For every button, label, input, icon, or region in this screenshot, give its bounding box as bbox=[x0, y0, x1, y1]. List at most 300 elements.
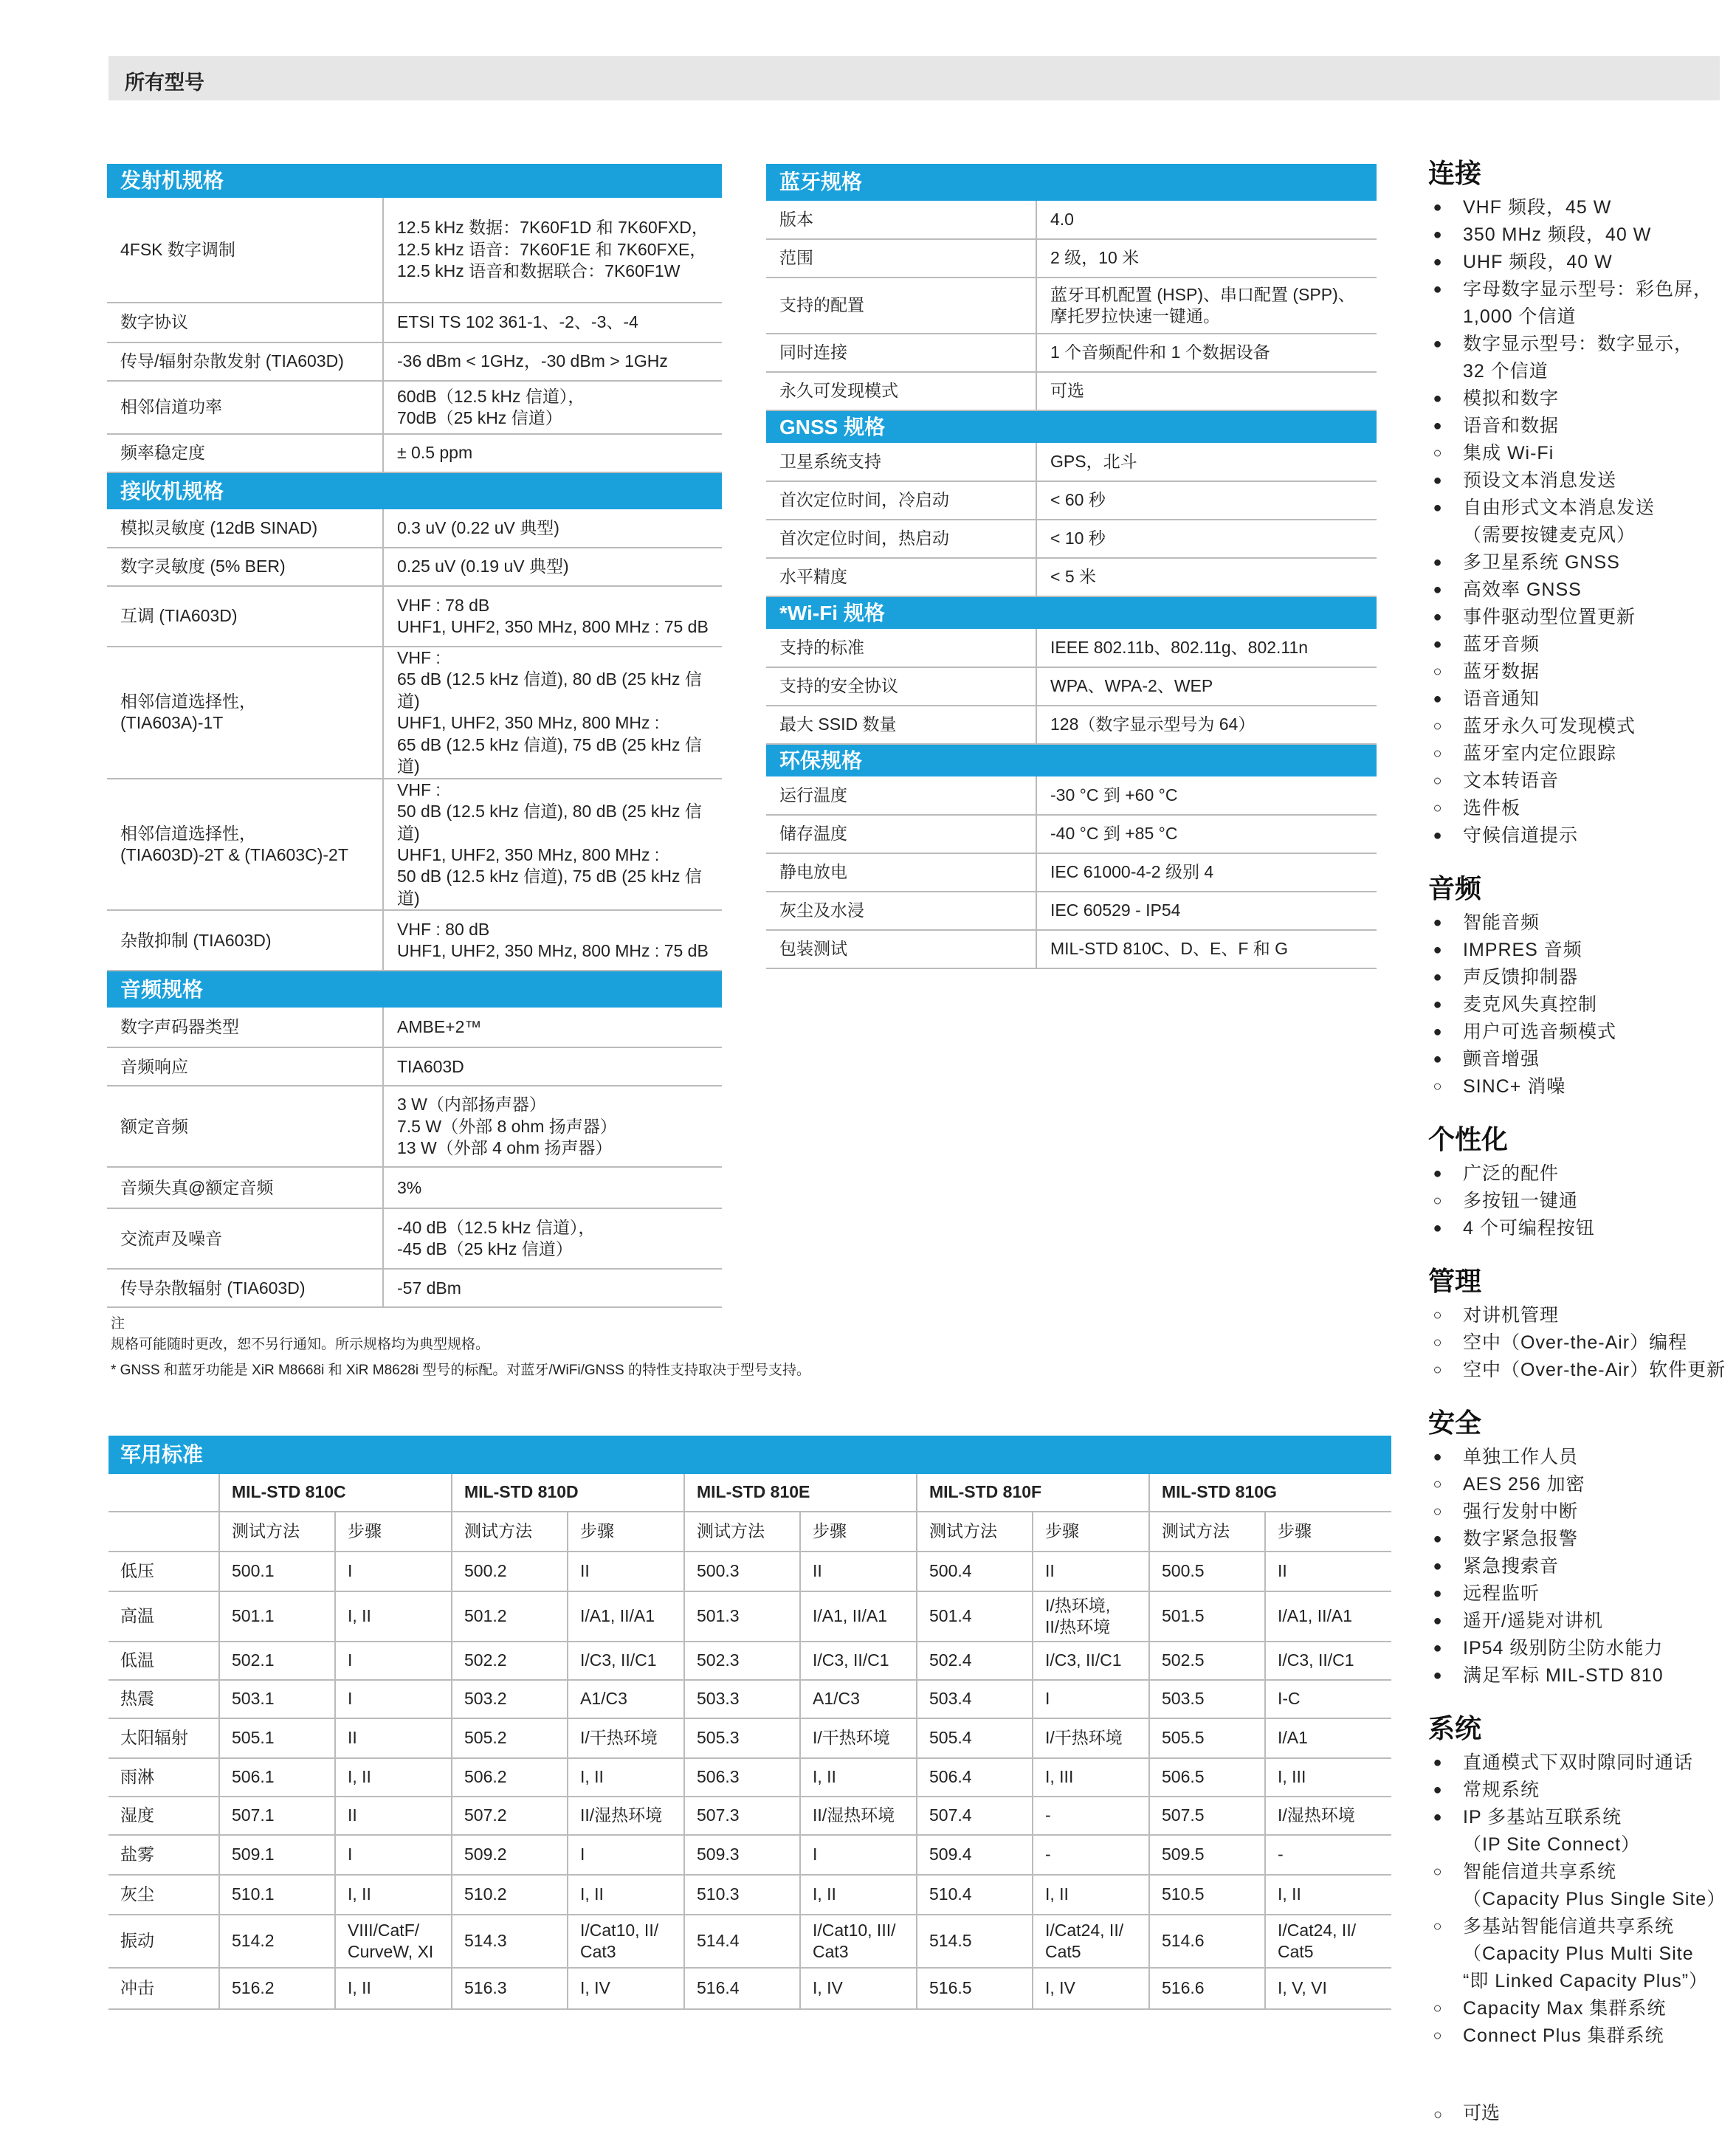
military-row bbox=[108, 1835, 1391, 1875]
step-value: I/Cat10, III/ Cat3 bbox=[800, 1915, 917, 1968]
bluetooth-title: 蓝牙规格 bbox=[766, 164, 1377, 201]
audio-header bbox=[107, 971, 722, 1008]
feature-item bbox=[1428, 1526, 1731, 1553]
notes bbox=[111, 1314, 810, 1381]
standard-bullet-icon: ● bbox=[1433, 1667, 1443, 1684]
gnss-value: < 10 秒 bbox=[1036, 520, 1377, 558]
step-header: 步骤 bbox=[800, 1512, 917, 1552]
step-value: I, III bbox=[1265, 1758, 1391, 1797]
step-value: I/干热环境 bbox=[568, 1718, 684, 1758]
bluetooth-label: 支持的配置 bbox=[766, 278, 1036, 334]
transmitter-row bbox=[107, 198, 722, 303]
feature-item bbox=[1428, 740, 1731, 768]
feature-item bbox=[1428, 1357, 1731, 1384]
feature-item bbox=[1428, 221, 1731, 249]
feature-text: 智能信道共享系统 （Capacity Plus Single Site） bbox=[1463, 1862, 1726, 1909]
feature-section bbox=[1428, 1123, 1731, 1242]
receiver-value: VHF : 78 dB UHF1, UHF2, 350 MHz, 800 MHz : 75 dB bbox=[383, 586, 722, 647]
transmitter-label: 相邻信道功率 bbox=[107, 381, 383, 434]
audio-value: TIA603D bbox=[383, 1047, 722, 1086]
bluetooth-row bbox=[766, 201, 1377, 239]
step-value: I, IV bbox=[568, 1968, 684, 2009]
standard-bullet-icon: ● bbox=[1433, 1558, 1443, 1574]
optional-bullet-icon: ○ bbox=[1433, 1193, 1443, 1209]
feature-item bbox=[1428, 331, 1731, 385]
receiver-title: 接收机规格 bbox=[107, 472, 722, 509]
method-header: 测试方法 bbox=[684, 1512, 800, 1552]
audio-row bbox=[107, 1086, 722, 1167]
feature-item bbox=[1428, 1046, 1731, 1073]
notes-line-2: * GNSS 和蓝牙功能是 XiR M8668i 和 XiR M8628i 型号的标配。对蓝牙/WiFi/GNSS 的特性支持取决于型号支持。 bbox=[111, 1363, 810, 1379]
step-value: I/C3, II/C1 bbox=[1265, 1642, 1391, 1680]
method-value: 500.5 bbox=[1149, 1552, 1265, 1591]
feature-item bbox=[1428, 549, 1731, 576]
feature-text: 4 个可编程按钮 bbox=[1463, 1218, 1595, 1239]
feature-text: 直通模式下双时隙同时通话 bbox=[1463, 1752, 1694, 1773]
transmitter-label: 数字协议 bbox=[107, 303, 383, 342]
test-name: 雨淋 bbox=[108, 1758, 219, 1797]
test-name: 灰尘 bbox=[108, 1875, 219, 1915]
feature-text: AES 256 加密 bbox=[1463, 1474, 1585, 1495]
feature-item bbox=[1428, 1019, 1731, 1046]
feature-item bbox=[1428, 467, 1731, 495]
feature-text: 数字显示型号：数字显示， 32 个信道 bbox=[1463, 334, 1694, 382]
feature-item bbox=[1428, 413, 1731, 440]
step-value: VIII/CatF/ CurveW, XI bbox=[335, 1915, 452, 1968]
optional-bullet-icon: ○ bbox=[1433, 1504, 1443, 1520]
gnss-row bbox=[766, 520, 1377, 558]
step-value: I/干热环境 bbox=[1033, 1718, 1149, 1758]
feature-item bbox=[1428, 964, 1731, 991]
receiver-label: 相邻信道选择性， (TIA603D)-2T & (TIA603C)-2T bbox=[107, 779, 383, 911]
wifi-label: 最大 SSID 数量 bbox=[766, 706, 1036, 744]
feature-section bbox=[1428, 1264, 1731, 1384]
method-value: 500.4 bbox=[917, 1552, 1033, 1591]
standard-bullet-icon: ● bbox=[1433, 1754, 1443, 1771]
optional-bullet-icon: ○ bbox=[1433, 1362, 1443, 1378]
receiver-row bbox=[107, 509, 722, 548]
environment-row bbox=[766, 892, 1377, 930]
feature-text: UHF 频段，40 W bbox=[1463, 252, 1613, 272]
feature-item bbox=[1428, 276, 1731, 331]
environment-row bbox=[766, 776, 1377, 815]
bluetooth-value: 2 级，10 米 bbox=[1036, 239, 1377, 278]
method-value: 507.3 bbox=[684, 1797, 800, 1835]
standards-row bbox=[108, 1474, 1391, 1512]
method-value: 514.4 bbox=[684, 1915, 800, 1968]
step-value: - bbox=[1265, 1835, 1391, 1875]
step-value: I, IV bbox=[800, 1968, 917, 2009]
standard-bullet-icon: ● bbox=[1433, 827, 1443, 844]
method-value: 505.3 bbox=[684, 1718, 800, 1758]
method-value: 514.3 bbox=[452, 1915, 568, 1968]
step-value: I/热环境, II/热环境 bbox=[1033, 1591, 1149, 1642]
standard-bullet-icon: ● bbox=[1433, 472, 1443, 489]
step-header: 步骤 bbox=[1033, 1512, 1149, 1552]
environment-label: 静电放电 bbox=[766, 853, 1036, 892]
method-header: 测试方法 bbox=[917, 1512, 1033, 1552]
gnss-value: < 5 米 bbox=[1036, 558, 1377, 596]
feature-text: VHF 频段，45 W bbox=[1463, 197, 1612, 218]
feature-text: 强行发射中断 bbox=[1463, 1501, 1579, 1522]
receiver-label: 模拟灵敏度 (12dB SINAD) bbox=[107, 509, 383, 548]
feature-text: IP54 级别防尘防水能力 bbox=[1463, 1638, 1664, 1659]
method-value: 510.2 bbox=[452, 1875, 568, 1915]
feature-text: 自由形式文本消息发送 （需要按键麦克风） bbox=[1463, 497, 1656, 545]
feature-text: 多按钮一键通 bbox=[1463, 1191, 1579, 1211]
method-value: 509.1 bbox=[219, 1835, 335, 1875]
standard-bullet-icon: ● bbox=[1433, 582, 1443, 598]
step-value: II bbox=[1265, 1552, 1391, 1591]
optional-bullet-icon: ○ bbox=[1433, 1864, 1443, 1880]
gnss-header bbox=[766, 410, 1377, 443]
feature-item bbox=[1428, 385, 1731, 413]
step-value: I/C3, II/C1 bbox=[568, 1642, 684, 1680]
feature-item bbox=[1428, 1635, 1731, 1662]
standard-bullet-icon: ● bbox=[1433, 1531, 1443, 1547]
standard-bullet-icon: ● bbox=[1433, 1449, 1443, 1465]
feature-item bbox=[1428, 1749, 1731, 1777]
environment-value: -30 °C 到 +60 °C bbox=[1036, 776, 1377, 815]
standard-bullet-icon: ● bbox=[1433, 996, 1443, 1013]
feature-item bbox=[1428, 495, 1731, 549]
step-value: A1/C3 bbox=[800, 1680, 917, 1718]
standard-bullet-icon: ● bbox=[1433, 609, 1443, 625]
optional-bullet-icon: ○ bbox=[1433, 773, 1443, 789]
method-value: 501.1 bbox=[219, 1591, 335, 1642]
standard-bullet-icon: ● bbox=[1433, 1051, 1443, 1067]
step-value: I/Cat24, II/ Cat5 bbox=[1033, 1915, 1149, 1968]
method-value: 502.2 bbox=[452, 1642, 568, 1680]
feature-text: 蓝牙永久可发现模式 bbox=[1463, 716, 1636, 737]
feature-section-title: 连接 bbox=[1428, 158, 1482, 188]
feature-item bbox=[1428, 1553, 1731, 1580]
transmitter-header bbox=[107, 164, 722, 198]
step-value: A1/C3 bbox=[568, 1680, 684, 1718]
feature-item bbox=[1428, 194, 1731, 221]
method-value: 514.2 bbox=[219, 1915, 335, 1968]
receiver-label: 相邻信道选择性， (TIA603A)-1T bbox=[107, 647, 383, 779]
military-standards-table bbox=[108, 1436, 1391, 2010]
optional-bullet-icon: ○ bbox=[1433, 2000, 1443, 2017]
feature-item bbox=[1428, 1859, 1731, 1913]
step-header: 步骤 bbox=[1265, 1512, 1391, 1552]
step-value: I, II bbox=[335, 1968, 452, 2009]
method-value: 503.4 bbox=[917, 1680, 1033, 1718]
step-value: I, II bbox=[1033, 1875, 1149, 1915]
bluetooth-value: 蓝牙耳机配置 (HSP)、串口配置 (SPP)、 摩托罗拉快速一键通。 bbox=[1036, 278, 1377, 334]
wifi-label: 支持的安全协议 bbox=[766, 667, 1036, 706]
feature-item bbox=[1428, 909, 1731, 937]
step-value: I bbox=[800, 1835, 917, 1875]
step-value: I, II bbox=[800, 1758, 917, 1797]
environment-value: IEC 61000-4-2 级别 4 bbox=[1036, 853, 1377, 892]
feature-text: 语音和数据 bbox=[1463, 416, 1560, 436]
feature-section-title: 系统 bbox=[1428, 1713, 1482, 1743]
method-value: 503.5 bbox=[1149, 1680, 1265, 1718]
standard-bullet-icon: ● bbox=[1433, 1640, 1443, 1656]
method-value: 503.2 bbox=[452, 1680, 568, 1718]
step-value: I/A1, II/A1 bbox=[1265, 1591, 1391, 1642]
standard-bullet-icon: ● bbox=[1433, 1165, 1443, 1182]
step-value: I bbox=[1033, 1680, 1149, 1718]
step-value: II bbox=[568, 1552, 684, 1591]
feature-text: 守候信道提示 bbox=[1463, 825, 1579, 846]
feature-item bbox=[1428, 937, 1731, 964]
audio-row bbox=[107, 1008, 722, 1047]
transmitter-label: 4FSK 数字调制 bbox=[107, 198, 383, 303]
military-row bbox=[108, 1718, 1391, 1758]
military-row bbox=[108, 1968, 1391, 2009]
feature-item bbox=[1428, 1608, 1731, 1635]
feature-item bbox=[1428, 440, 1731, 467]
feature-text: 蓝牙室内定位跟踪 bbox=[1463, 743, 1617, 764]
feature-item bbox=[1428, 1913, 1731, 1995]
method-value: 506.5 bbox=[1149, 1758, 1265, 1797]
receiver-row bbox=[107, 647, 722, 779]
empty-cell bbox=[108, 1512, 219, 1552]
feature-text: 智能音频 bbox=[1463, 912, 1540, 933]
page-title: 所有型号 bbox=[125, 72, 204, 94]
method-value: 507.5 bbox=[1149, 1797, 1265, 1835]
feature-text: 麦克风失真控制 bbox=[1463, 994, 1598, 1015]
wifi-title: *Wi-Fi 规格 bbox=[766, 596, 1377, 629]
test-name: 低温 bbox=[108, 1642, 219, 1680]
bluetooth-value: 4.0 bbox=[1036, 201, 1377, 239]
feature-text: 对讲机管理 bbox=[1463, 1305, 1560, 1326]
test-name: 低压 bbox=[108, 1552, 219, 1591]
feature-item bbox=[1428, 1188, 1731, 1215]
bluetooth-row bbox=[766, 278, 1377, 334]
method-value: 516.2 bbox=[219, 1968, 335, 2009]
step-value: I/A1 bbox=[1265, 1718, 1391, 1758]
feature-text: 字母数字显示型号：彩色屏， 1,000 个信道 bbox=[1463, 279, 1713, 327]
step-value: I, II bbox=[1265, 1875, 1391, 1915]
wifi-value: IEEE 802.11b、802.11g、802.11n bbox=[1036, 629, 1377, 667]
audio-row bbox=[107, 1167, 722, 1208]
environment-label: 运行温度 bbox=[766, 776, 1036, 815]
feature-text: 遥开/遥毙对讲机 bbox=[1463, 1611, 1603, 1631]
transmitter-label: 频率稳定度 bbox=[107, 434, 383, 472]
environment-row bbox=[766, 853, 1377, 892]
gnss-title: GNSS 规格 bbox=[766, 410, 1377, 443]
feature-item bbox=[1428, 991, 1731, 1019]
audio-value: -57 dBm bbox=[383, 1269, 722, 1307]
step-value: I bbox=[335, 1835, 452, 1875]
feature-text: 集成 Wi-Fi bbox=[1463, 443, 1554, 464]
feature-item bbox=[1428, 1073, 1731, 1101]
receiver-header bbox=[107, 472, 722, 509]
standard-bullet-icon: ● bbox=[1433, 1220, 1443, 1236]
step-value: I/Cat24, II/ Cat5 bbox=[1265, 1915, 1391, 1968]
feature-item bbox=[1428, 795, 1731, 822]
audio-value: 3% bbox=[383, 1167, 722, 1208]
feature-item bbox=[1428, 1302, 1731, 1329]
feature-item bbox=[1428, 1215, 1731, 1242]
method-value: 502.1 bbox=[219, 1642, 335, 1680]
standard-header: MIL-STD 810D bbox=[452, 1474, 684, 1512]
legend bbox=[1428, 2100, 1500, 2129]
standard-bullet-icon: ● bbox=[1433, 1585, 1443, 1602]
step-header: 步骤 bbox=[335, 1512, 452, 1552]
optional-bullet-icon: ○ bbox=[1433, 718, 1443, 734]
feature-item bbox=[1428, 576, 1731, 604]
method-value: 516.6 bbox=[1149, 1968, 1265, 2009]
optional-bullet-icon: ○ bbox=[1433, 1078, 1443, 1095]
audio-row bbox=[107, 1208, 722, 1269]
method-value: 516.3 bbox=[452, 1968, 568, 2009]
feature-text: 文本转语音 bbox=[1463, 771, 1560, 791]
step-value: - bbox=[1033, 1835, 1149, 1875]
method-value: 501.4 bbox=[917, 1591, 1033, 1642]
transmitter-value: 12.5 kHz 数据：7K60F1D 和 7K60FXD， 12.5 kHz 语音：7K60F1E 和 7K60FXE， 12.5 kHz 语音和数据联合：7K60F1W bbox=[383, 198, 722, 303]
environment-value: MIL-STD 810C、D、E、F 和 G bbox=[1036, 930, 1377, 968]
bluetooth-value: 可选 bbox=[1036, 372, 1377, 410]
optional-bullet-icon: ○ bbox=[1433, 664, 1443, 680]
military-row bbox=[108, 1680, 1391, 1718]
empty-cell bbox=[108, 1474, 219, 1512]
optional-bullet-icon: ○ bbox=[1433, 800, 1443, 816]
gnss-label: 水平精度 bbox=[766, 558, 1036, 596]
transmitter-value: -36 dBm < 1GHz，-30 dBm > 1GHz bbox=[383, 342, 722, 381]
audio-title: 音频规格 bbox=[107, 971, 722, 1008]
step-value: I, II bbox=[335, 1875, 452, 1915]
method-value: 507.2 bbox=[452, 1797, 568, 1835]
step-value: II bbox=[335, 1797, 452, 1835]
receiver-label: 杂散抑制 (TIA603D) bbox=[107, 910, 383, 971]
gnss-label: 首次定位时间，热启动 bbox=[766, 520, 1036, 558]
feature-text: IMPRES 音频 bbox=[1463, 940, 1582, 960]
feature-item bbox=[1428, 658, 1731, 686]
feature-text: 远程监听 bbox=[1463, 1583, 1540, 1604]
gnss-value: < 60 秒 bbox=[1036, 481, 1377, 520]
test-name: 振动 bbox=[108, 1915, 219, 1968]
method-value: 506.3 bbox=[684, 1758, 800, 1797]
method-value: 503.3 bbox=[684, 1680, 800, 1718]
method-value: 516.5 bbox=[917, 1968, 1033, 2009]
method-value: 501.5 bbox=[1149, 1591, 1265, 1642]
method-value: 514.5 bbox=[917, 1915, 1033, 1968]
military-row bbox=[108, 1875, 1391, 1915]
method-value: 510.4 bbox=[917, 1875, 1033, 1915]
standard-bullet-icon: ● bbox=[1433, 390, 1443, 407]
standard-bullet-icon: ● bbox=[1433, 199, 1443, 216]
feature-item bbox=[1428, 1804, 1731, 1859]
receiver-row bbox=[107, 910, 722, 971]
bluetooth-row bbox=[766, 334, 1377, 372]
step-value: I, II bbox=[568, 1875, 684, 1915]
feature-section bbox=[1428, 872, 1731, 1101]
method-value: 506.1 bbox=[219, 1758, 335, 1797]
optional-bullet-icon: ○ bbox=[1433, 745, 1443, 762]
standard-bullet-icon: ● bbox=[1433, 418, 1443, 434]
subheader-row bbox=[108, 1512, 1391, 1552]
method-value: 507.1 bbox=[219, 1797, 335, 1835]
step-value: II/湿热环境 bbox=[800, 1797, 917, 1835]
feature-item bbox=[1428, 1160, 1731, 1188]
audio-row bbox=[107, 1047, 722, 1086]
test-name: 冲击 bbox=[108, 1968, 219, 2009]
step-value: II bbox=[800, 1552, 917, 1591]
audio-label: 交流声及噪音 bbox=[107, 1208, 383, 1269]
gnss-row bbox=[766, 481, 1377, 520]
wifi-row bbox=[766, 706, 1377, 744]
standard-bullet-icon: ● bbox=[1433, 281, 1443, 297]
method-value: 501.2 bbox=[452, 1591, 568, 1642]
feature-text: 多基站智能信道共享系统 （Capacity Plus Multi Site “即 Linked Capacity Plus”） bbox=[1463, 1916, 1709, 1991]
standard-header: MIL-STD 810G bbox=[1149, 1474, 1391, 1512]
feature-text: Connect Plus 集群系统 bbox=[1463, 2025, 1664, 2046]
receiver-value: VHF : 80 dB UHF1, UHF2, 350 MHz, 800 MHz : 75 dB bbox=[383, 910, 722, 971]
feature-text: 满足军标 MIL-STD 810 bbox=[1463, 1665, 1664, 1686]
feature-text: 空中（Over-the-Air）软件更新 bbox=[1463, 1360, 1726, 1380]
transmitter-title: 发射机规格 bbox=[107, 164, 722, 198]
step-value: I/干热环境 bbox=[800, 1718, 917, 1758]
transmitter-value: ETSI TS 102 361-1、-2、-3、-4 bbox=[383, 303, 722, 342]
standard-bullet-icon: ● bbox=[1433, 915, 1443, 931]
page-header-bar bbox=[108, 56, 1720, 100]
feature-section bbox=[1428, 1406, 1731, 1690]
step-header: 步骤 bbox=[568, 1512, 684, 1552]
step-value: II bbox=[1033, 1552, 1149, 1591]
step-value: I/C3, II/C1 bbox=[1033, 1642, 1149, 1680]
military-row bbox=[108, 1591, 1391, 1642]
feature-item bbox=[1428, 1498, 1731, 1526]
audio-value: 3 W（内部扬声器） 7.5 W（外部 8 ohm 扬声器） 13 W（外部 4 ohm 扬声器） bbox=[383, 1086, 722, 1167]
gnss-label: 卫星系统支持 bbox=[766, 443, 1036, 481]
feature-text: 预设文本消息发送 bbox=[1463, 470, 1617, 491]
standard-bullet-icon: ● bbox=[1433, 1024, 1443, 1040]
method-value: 507.4 bbox=[917, 1797, 1033, 1835]
test-name: 湿度 bbox=[108, 1797, 219, 1835]
transmitter-row bbox=[107, 342, 722, 381]
feature-text: SINC+ 消噪 bbox=[1463, 1076, 1566, 1097]
step-value: I/C3, II/C1 bbox=[800, 1642, 917, 1680]
method-value: 502.3 bbox=[684, 1642, 800, 1680]
step-value: I, II bbox=[335, 1758, 452, 1797]
bluetooth-header bbox=[766, 164, 1377, 201]
step-value: II/湿热环境 bbox=[568, 1797, 684, 1835]
receiver-row bbox=[107, 548, 722, 586]
optional-bullet-icon: ○ bbox=[1433, 2107, 1443, 2123]
wifi-row bbox=[766, 667, 1377, 706]
bluetooth-label: 范围 bbox=[766, 239, 1036, 278]
method-value: 505.4 bbox=[917, 1718, 1033, 1758]
receiver-label: 互调 (TIA603D) bbox=[107, 586, 383, 647]
notes-line-1: 规格可能随时更改，恕不另行通知。所示规格均为典型规格。 bbox=[111, 1336, 490, 1352]
feature-item bbox=[1428, 1471, 1731, 1498]
environment-row bbox=[766, 815, 1377, 853]
environment-value: IEC 60529 - IP54 bbox=[1036, 892, 1377, 930]
feature-item bbox=[1428, 631, 1731, 658]
standard-header: MIL-STD 810E bbox=[684, 1474, 917, 1512]
feature-text: 模拟和数字 bbox=[1463, 388, 1560, 409]
method-value: 500.2 bbox=[452, 1552, 568, 1591]
optional-bullet-icon: ○ bbox=[1433, 2028, 1443, 2044]
feature-section-title: 个性化 bbox=[1428, 1124, 1509, 1154]
step-value: I-C bbox=[1265, 1680, 1391, 1718]
receiver-value: 0.3 uV (0.22 uV 典型) bbox=[383, 509, 722, 548]
standard-bullet-icon: ● bbox=[1433, 636, 1443, 652]
environment-value: -40 °C 到 +85 °C bbox=[1036, 815, 1377, 853]
feature-text: 多卫星系统 GNSS bbox=[1463, 552, 1620, 573]
bluetooth-row bbox=[766, 372, 1377, 410]
bluetooth-label: 版本 bbox=[766, 201, 1036, 239]
feature-text: IP 多基站互联系统 （IP Site Connect） bbox=[1463, 1807, 1641, 1855]
receiver-value: VHF : 65 dB (12.5 kHz 信道), 80 dB (25 kHz 信道) UHF1, UHF2, 350 MHz, 800 MHz : 65 dB (12.5 kHz 信道), 75 dB (25 kHz 信道) bbox=[383, 647, 722, 779]
step-value: I/湿热环境 bbox=[1265, 1797, 1391, 1835]
feature-item bbox=[1428, 1580, 1731, 1608]
